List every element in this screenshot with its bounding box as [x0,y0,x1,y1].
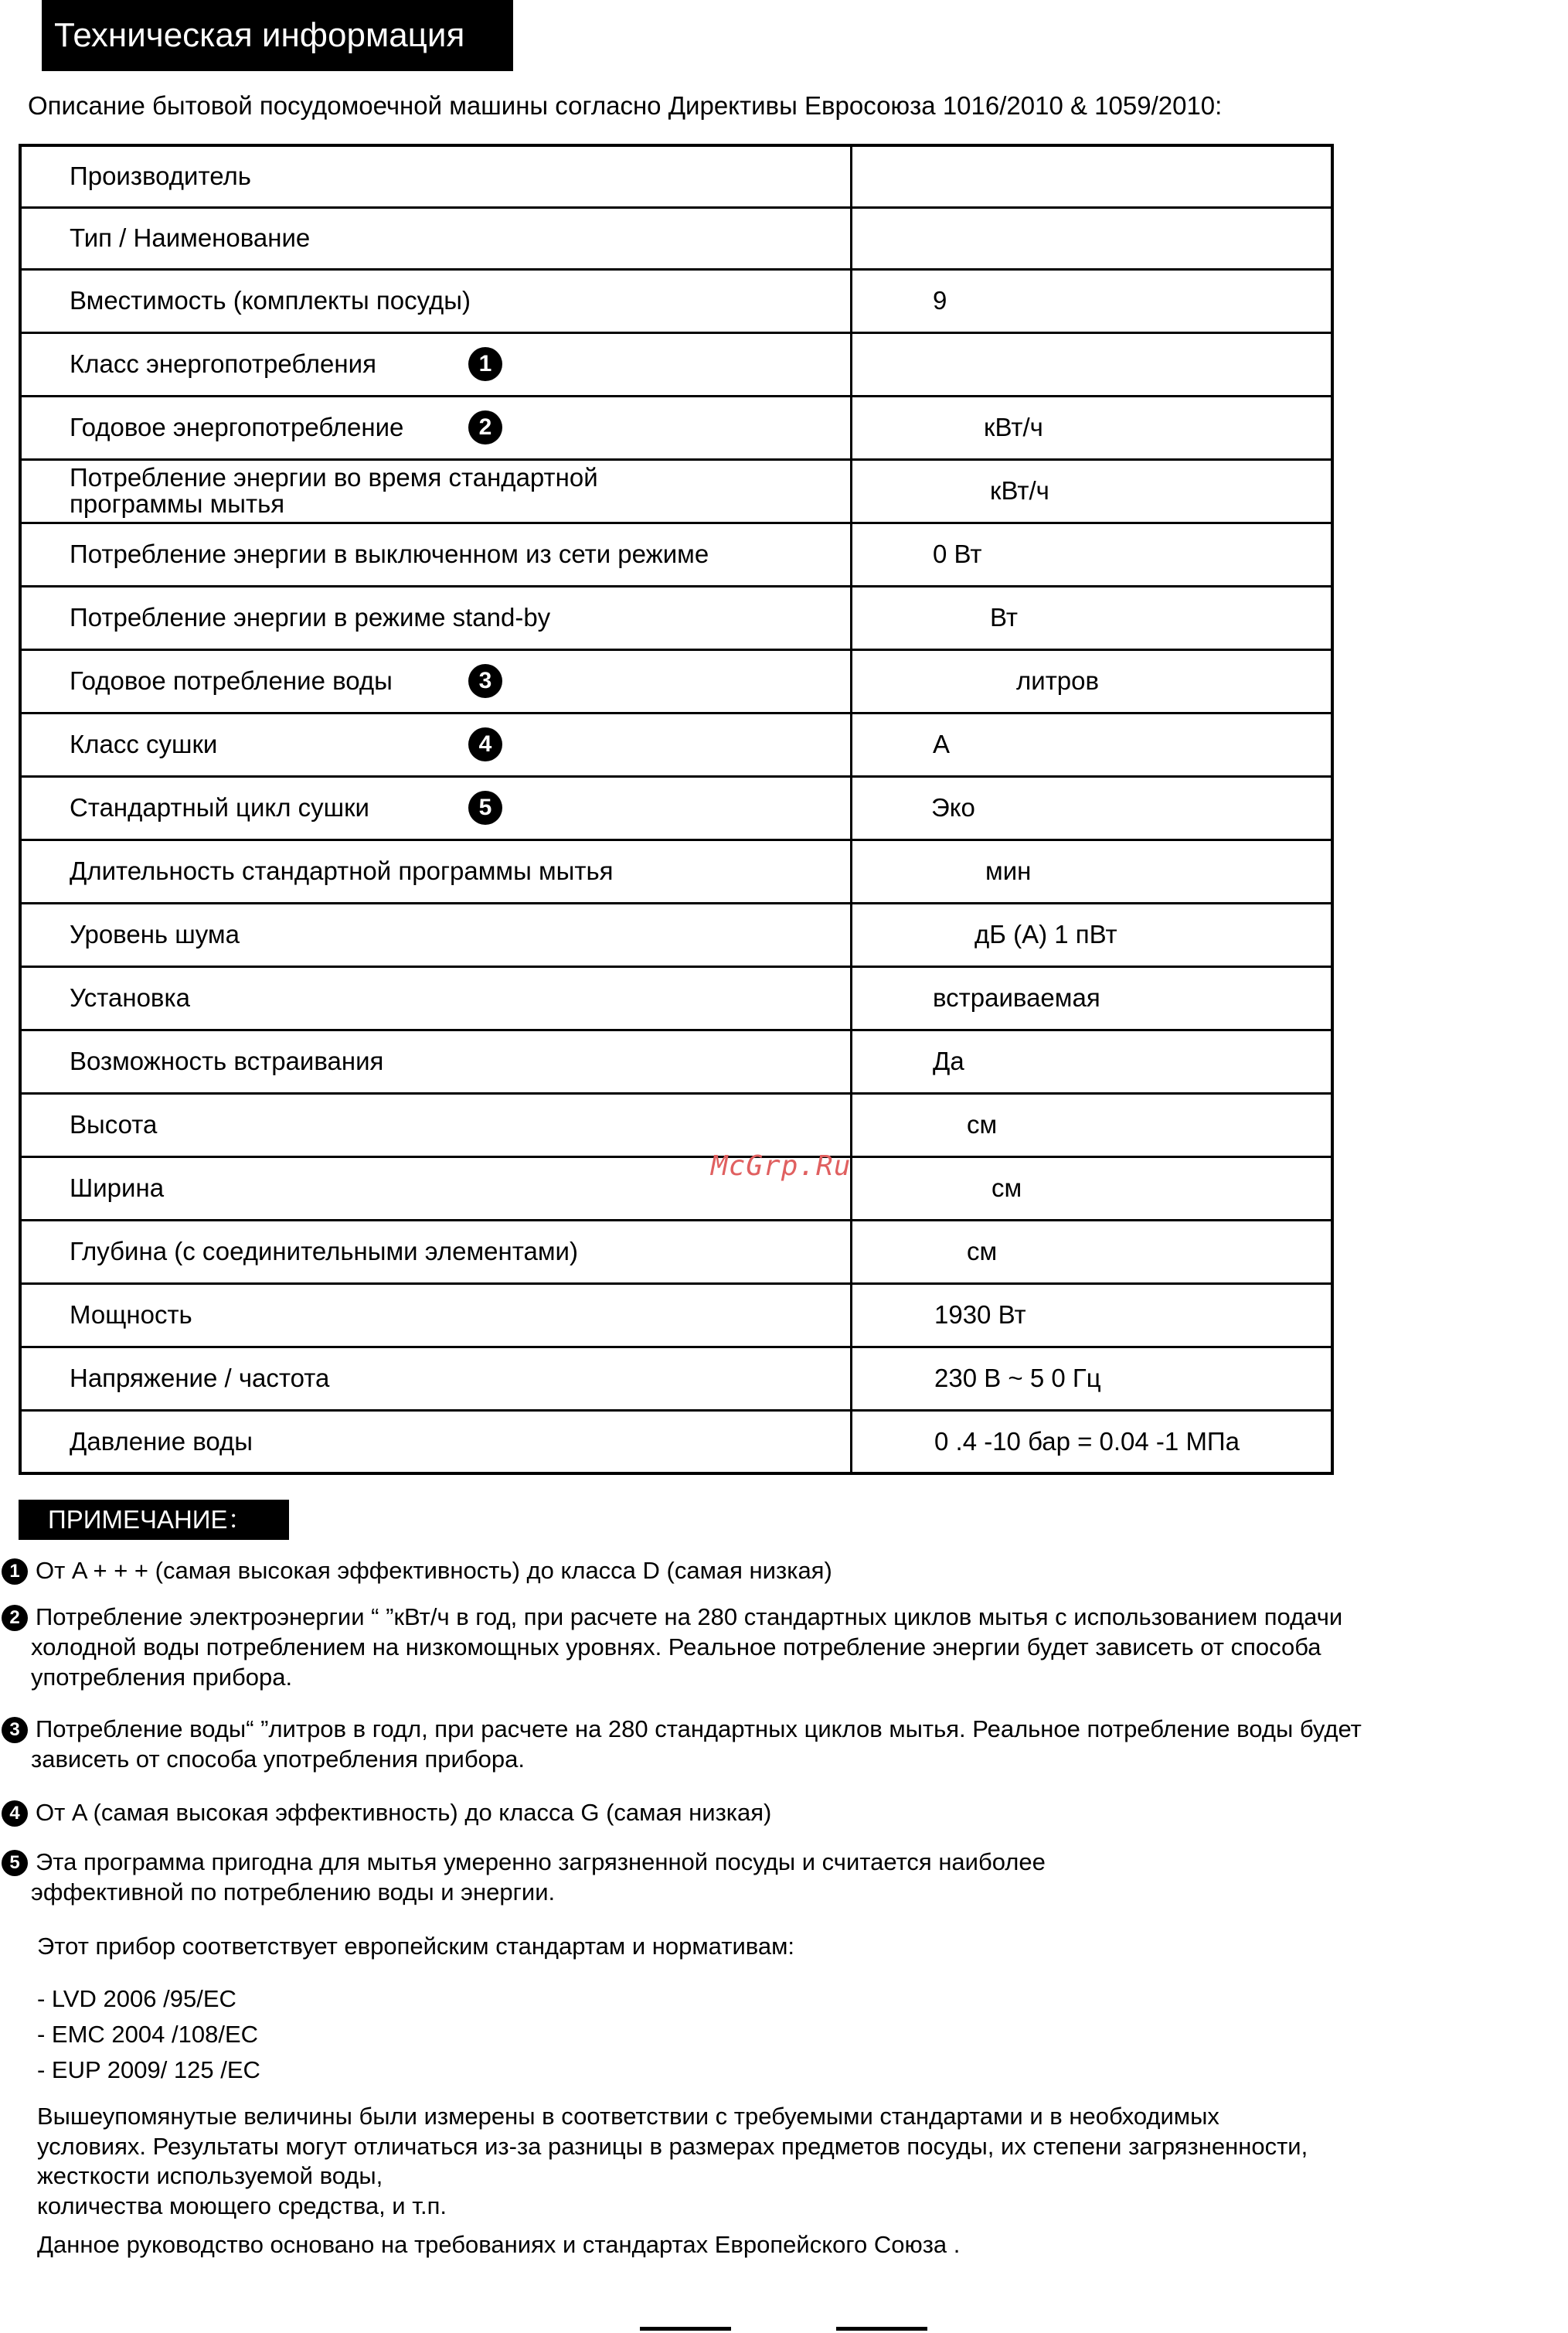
spec-value-cell [852,840,1333,903]
spec-value: Да [933,1047,964,1075]
note-text: От A (самая высокая эффективность) до класса G (самая низкая) [36,1799,772,1826]
spec-value: 9 [933,286,947,315]
spec-value: Вт [990,603,1019,632]
intro-text: Описание бытовой посудомоечной машины согласно Директивы Евросоюза 1016/2010 & 1059/2010: [28,91,1223,120]
footnote-badge: 3 [468,664,502,698]
spec-value: кВт/ч [990,476,1049,505]
standard-item: - EMC 2004 /108/EC [37,2021,259,2048]
spec-label: Стандартный цикл сушки [70,793,369,822]
note-text: Потребление воды“ ”литров в годл, при расчете на 280 стандартных циклов мытья. Реальное потребление воды будет [36,1715,1362,1742]
spec-table [19,144,1334,1475]
spec-label: Производитель [70,162,251,191]
spec-label-cell [20,207,852,269]
spec-label: Класс сушки [70,730,218,758]
spec-value-cell [852,966,1333,1030]
spec-value: мин [985,857,1032,885]
spec-label-cell [20,1220,852,1283]
spec-value-cell [852,396,1333,459]
spec-label: Ширина [70,1173,165,1202]
spec-label-cell [20,269,852,332]
spec-label: Годовое энергопотребление [70,413,404,441]
spec-row [20,332,1332,396]
spec-value-cell [852,269,1333,332]
note-number-badge: 1 [2,1558,28,1585]
spec-label-cell [20,1347,852,1410]
note-text: зависеть от способа употребления прибора. [31,1745,525,1773]
spec-label: Длительность стандартной программы мытья [70,857,614,885]
spec-label: Мощность [70,1300,192,1329]
spec-row [20,649,1332,713]
spec-row [20,1093,1332,1156]
spec-row [20,840,1332,903]
spec-value-cell [852,1410,1333,1473]
spec-label-cell [20,1030,852,1093]
page-title: Техническая информация [42,0,513,71]
footnote-badge: 5 [468,791,502,825]
spec-label: Установка [70,983,190,1012]
spec-value: 230 В ~ 5 0 Гц [934,1364,1101,1392]
measured-text: жесткости используемой воды, [37,2162,383,2189]
spec-value: см [991,1173,1022,1202]
spec-value: встраиваемая [933,983,1100,1012]
spec-label: Глубина (с соединительными элементами) [70,1237,578,1265]
spec-row [20,396,1332,459]
spec-label-cell [20,586,852,649]
spec-label-cell [20,966,852,1030]
spec-row [20,1347,1332,1410]
spec-row [20,1030,1332,1093]
spec-label-cell [20,840,852,903]
spec-label: Годовое потребление воды [70,666,393,695]
spec-value-cell [852,649,1333,713]
note-text: употребления прибора. [31,1664,293,1691]
footer-rule [640,2327,731,2331]
spec-label-cell [20,332,852,396]
spec-value: дБ (А) 1 пВт [974,920,1117,949]
spec-label-cell [20,1093,852,1156]
spec-label: Высота [70,1110,158,1139]
spec-value-cell [852,1220,1333,1283]
spec-row [20,523,1332,586]
spec-row [20,776,1332,840]
spec-value-cell [852,1030,1333,1093]
note-number-badge: 2 [2,1605,28,1631]
spec-row [20,713,1332,776]
note-text: Потребление электроэнергии “ ”кВт/ч в год, при расчете на 280 стандартных циклов мытья с использованием подачи [36,1603,1343,1630]
spec-value-cell [852,459,1333,523]
spec-row [20,586,1332,649]
standards-intro: Этот прибор соответствует европейским стандартам и нормативам: [37,1933,795,1960]
spec-label: Уровень шума [70,920,240,949]
spec-label: Потребление энергии в выключенном из сети режиме [70,540,709,568]
spec-row [20,903,1332,966]
note-text: холодной воды потреблением на низкомощных уровнях. Реальное потребление энергии будет зависеть от способа [31,1633,1321,1660]
spec-row [20,1220,1332,1283]
spec-value: 0 .4 -10 бар = 0.04 -1 МПа [934,1426,1240,1456]
spec-value: 0 Вт [933,540,982,568]
note-number-badge: 4 [2,1800,28,1827]
spec-label: программы мытья [70,489,285,518]
spec-value: см [967,1237,998,1265]
footer-rule [836,2327,927,2331]
spec-row [20,207,1332,269]
spec-value-cell [852,523,1333,586]
spec-value: литров [1016,666,1100,695]
spec-label-cell [20,903,852,966]
note-text: От A + + + (самая высокая эффективность) до класса D (самая низкая) [36,1557,832,1584]
spec-label-cell [20,1283,852,1347]
watermark: McGrp.Ru [711,1150,852,1182]
measured-text: Вышеупомянутые величины были измерены в соответствии с требуемыми стандартами и в необходимых [37,2103,1219,2130]
spec-value-cell [852,1156,1333,1220]
spec-label: Возможность встраивания [70,1047,384,1075]
spec-value: Эко [931,793,975,822]
spec-value-cell [852,207,1333,269]
spec-label-cell [20,776,852,840]
footnote-badge: 2 [468,410,502,444]
spec-label: Потребление энергии во время стандартной [70,463,598,492]
spec-value-cell [852,1283,1333,1347]
standard-item: - EUP 2009/ 125 /EC [37,2056,260,2083]
spec-label: Вместимость (комплекты посуды) [70,286,471,315]
spec-row [20,1410,1332,1473]
footnote-badge: 1 [468,347,502,381]
spec-value: A [933,730,951,758]
spec-row [20,145,1332,207]
spec-row [20,459,1332,523]
measured-text: количества моющего средства, и т.п. [37,2192,447,2219]
spec-value: 1930 Вт [934,1300,1026,1329]
spec-label-cell [20,1410,852,1473]
spec-value: кВт/ч [984,413,1043,441]
spec-value-cell [852,1347,1333,1410]
note-text: эффективной по потреблению воды и энергии. [31,1878,556,1906]
spec-row [20,1283,1332,1347]
spec-label-cell [20,396,852,459]
spec-value-cell [852,145,1333,207]
spec-value-cell [852,586,1333,649]
spec-label: Класс энергопотребления [70,349,376,378]
spec-label-cell [20,459,852,523]
spec-label-cell [20,713,852,776]
spec-label-cell [20,649,852,713]
measured-text: условиях. Результаты могут отличаться из-за разницы в размерах предметов посуды, их степени загрязненности, [37,2133,1308,2160]
spec-value-cell [852,1093,1333,1156]
spec-row [20,269,1332,332]
spec-value-cell [852,713,1333,776]
spec-value: см [967,1110,998,1139]
notes-label: ПРИМЕЧАНИЕ： [19,1500,289,1540]
spec-label: Тип / Наименование [70,223,311,252]
spec-label: Давление воды [70,1426,253,1456]
spec-label: Потребление энергии в режиме stand-by [70,603,551,632]
spec-label-cell [20,523,852,586]
spec-value-cell [852,332,1333,396]
footer-text: Данное руководство основано на требованиях и стандартах Европейского Союза . [37,2231,961,2258]
spec-value-cell [852,903,1333,966]
spec-label-cell [20,145,852,207]
spec-row [20,966,1332,1030]
note-number-badge: 3 [2,1717,28,1743]
note-number-badge: 5 [2,1850,28,1876]
standard-item: - LVD 2006 /95/EC [37,1985,236,2012]
spec-label: Напряжение / частота [70,1364,330,1392]
spec-row [20,1156,1332,1220]
spec-value-cell [852,776,1333,840]
footnote-badge: 4 [468,727,502,761]
note-text: Эта программа пригодна для мытья умеренно загрязненной посуды и считается наиболее [36,1848,1046,1875]
